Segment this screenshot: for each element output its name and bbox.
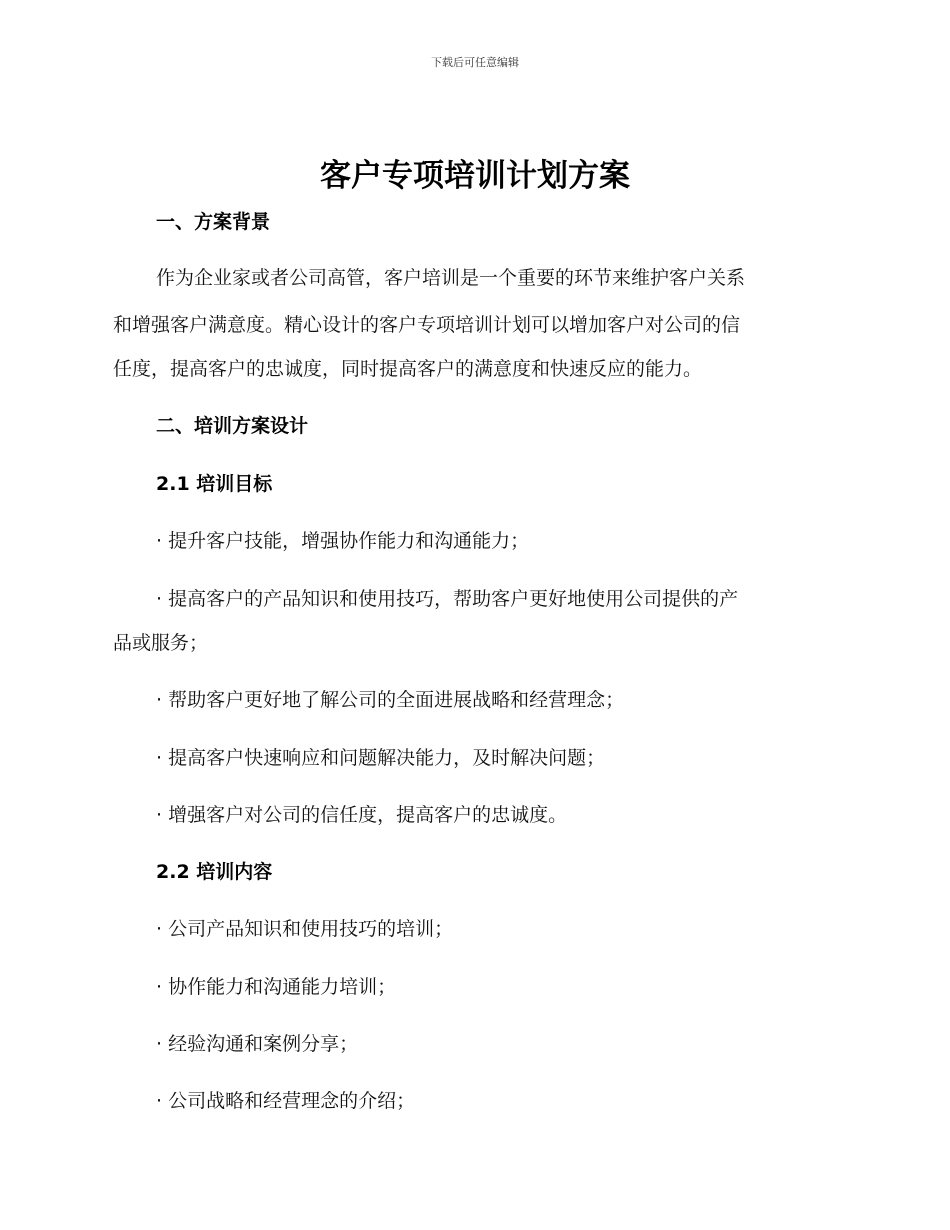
subsection-heading-goals: 2.1 培训目标 bbox=[156, 473, 273, 495]
document-title: 客户专项培训计划方案 bbox=[320, 158, 630, 194]
list-item: · 提升客户技能，增强协作能力和沟通能力； bbox=[156, 530, 530, 552]
paragraph-line: 和增强客户满意度。精心设计的客户专项培训计划可以增加客户对公司的信 bbox=[113, 314, 741, 336]
list-item: · 帮助客户更好地了解公司的全面进展战略和经营理念； bbox=[156, 689, 625, 711]
list-item: · 增强客户对公司的信任度，提高客户的忠诚度。 bbox=[156, 804, 568, 826]
list-item: · 经验沟通和案例分享； bbox=[156, 1033, 359, 1055]
list-item: · 公司战略和经营理念的介绍； bbox=[156, 1090, 416, 1112]
subsection-heading-content: 2.2 培训内容 bbox=[156, 861, 273, 883]
paragraph-line: 任度，提高客户的忠诚度，同时提高客户的满意度和快速反应的能力。 bbox=[113, 358, 703, 380]
list-item: · 公司产品知识和使用技巧的培训； bbox=[156, 918, 454, 940]
section-heading-background: 一、方案背景 bbox=[156, 211, 271, 233]
section-heading-design: 二、培训方案设计 bbox=[156, 415, 309, 437]
list-item: · 提高客户快速响应和问题解决能力，及时解决问题； bbox=[156, 747, 606, 769]
list-item: · 提高客户的产品知识和使用技巧，帮助客户更好地使用公司提供的产 bbox=[156, 588, 739, 610]
header-note: 下载后可任意编辑 bbox=[431, 56, 519, 69]
list-item: · 协作能力和沟通能力培训； bbox=[156, 976, 397, 998]
paragraph-line: 作为企业家或者公司高管，客户培训是一个重要的环节来维护客户关系 bbox=[156, 267, 746, 289]
list-item-continuation: 品或服务； bbox=[113, 632, 209, 654]
